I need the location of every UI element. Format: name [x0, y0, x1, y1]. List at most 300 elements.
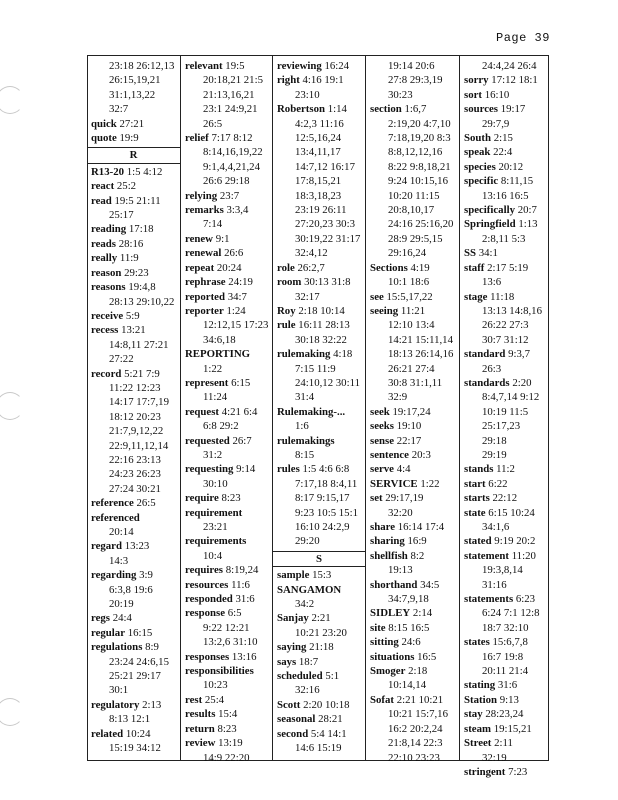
page-line-references: 2:11 [494, 737, 513, 750]
page-line-references: 2:19,20 4:7,10 [388, 117, 451, 130]
page-line-references: 21:7,9,12,22 [109, 425, 164, 438]
index-entry [91, 539, 177, 553]
page-line-references: 7:17,18 8:4,11 [295, 477, 358, 490]
section-letter-header: S [273, 551, 365, 567]
index-continuation-line [185, 145, 269, 159]
index-continuation-line [464, 304, 546, 318]
index-continuation-line [277, 376, 362, 390]
page-line-references: 19:4,8 [128, 281, 156, 294]
page-line-references: 17:8,15,21 [295, 175, 342, 188]
index-continuation-line [185, 419, 269, 433]
index-continuation-line [370, 333, 456, 347]
index-continuation-line [370, 174, 456, 188]
page-line-references: 31:6 [235, 593, 255, 606]
page-line-references: 2:21 [311, 612, 331, 625]
index-term: requirement [185, 506, 243, 519]
page-line-references: 9:1 [215, 232, 230, 245]
index-term: South [464, 132, 492, 145]
index-continuation-line [91, 59, 177, 73]
index-term: react [91, 180, 115, 193]
index-term: seasonal [277, 713, 316, 726]
index-term: repeat [185, 261, 215, 274]
page-line-references: 9:24 10:15,16 [388, 175, 448, 188]
index-continuation-line [370, 376, 456, 390]
page-line-references: 14:3 [109, 554, 129, 567]
index-entry [370, 650, 456, 664]
index-entry [91, 222, 177, 236]
index-term: Sanjay [277, 612, 309, 625]
page-line-references: 8:15 [295, 448, 315, 461]
page-line-references: 17:18 [128, 223, 154, 236]
index-term: reading [91, 223, 127, 236]
page-line-references: 25:17,23 29:18 [482, 420, 521, 447]
page-line-references: 20:14 [109, 526, 134, 538]
index-entry [277, 698, 362, 712]
index-column-4 [366, 55, 460, 764]
index-term: Rulemaking-... [277, 405, 346, 418]
index-term: reporter [185, 304, 224, 317]
page-line-references: 2:18 10:14 [298, 304, 345, 317]
page-line-references: 23:7 [219, 189, 240, 202]
page-line-references: 6:15 [231, 376, 251, 389]
page-line-references: 14:6 15:19 [295, 742, 342, 755]
index-continuation-line [277, 741, 362, 755]
index-continuation-line [277, 290, 362, 304]
page-line-references: 23:10 [295, 88, 320, 101]
index-term: really [91, 252, 118, 265]
index-entry [370, 477, 456, 491]
page-line-references: 23:21 [203, 521, 228, 533]
index-continuation-line [277, 534, 362, 548]
index-continuation-line [91, 683, 177, 697]
index-entry [185, 722, 269, 736]
index-term: rephrase [185, 276, 226, 289]
index-term: results [185, 708, 216, 721]
index-continuation-line [464, 563, 546, 577]
index-term: states [464, 636, 490, 649]
index-continuation-line [464, 621, 546, 635]
index-entry [277, 640, 362, 654]
page-line-references: 21:8,14 22:3 [388, 737, 443, 750]
index-entry [91, 179, 177, 193]
index-entry [91, 367, 177, 381]
index-term: section [370, 103, 402, 116]
page-line-references: 26:22 27:3 [482, 319, 529, 332]
page-line-references: 6:23 [515, 593, 536, 606]
index-term: standards [464, 376, 510, 389]
page-line-references: 31:6 [497, 679, 518, 692]
index-term: sources [464, 103, 498, 116]
index-term: Robertson [277, 103, 325, 116]
index-entry [464, 534, 546, 548]
index-term: responsibilities [185, 665, 254, 678]
page-line-references: 32:7 [109, 103, 129, 116]
page-line-references: 27:24 30:21 [109, 482, 161, 495]
page-line-references: 18:13 26:14,16 [388, 348, 454, 361]
page-line-references: 26:3 [482, 362, 502, 375]
index-entry [464, 174, 546, 188]
index-entry [370, 448, 456, 462]
page-line-references: 34:5 [420, 578, 440, 591]
index-term: SANGAMON [277, 583, 342, 596]
index-entry [185, 650, 269, 664]
index-continuation-line [91, 338, 177, 352]
page-line-references: 16:9 [407, 535, 427, 548]
index-entry [277, 462, 362, 476]
page-line-references: 23:19 26:11 [295, 204, 347, 217]
index-continuation-line [370, 722, 456, 736]
page-line-references: 28:13 29:10,22 [109, 295, 175, 308]
index-term: statements [464, 593, 514, 606]
index-entry [277, 611, 362, 625]
page-line-references: 20:7 [517, 204, 537, 217]
page-line-references: 24:19 [228, 276, 253, 289]
index-continuation-line [277, 506, 362, 520]
page-line-references: 16:2 20:2,24 [388, 722, 443, 735]
index-term: Scott [277, 698, 301, 711]
index-entry [185, 131, 269, 145]
index-entry [277, 669, 362, 683]
index-term: set [370, 492, 383, 505]
index-continuation-line [91, 525, 177, 539]
page-line-references: 30:13 31:8 [304, 276, 351, 289]
page-line-references: 29:19 [482, 448, 507, 461]
index-term: stage [464, 290, 488, 303]
index-entry [91, 640, 177, 654]
index-term: Street [464, 737, 492, 750]
index-term: seeks [370, 420, 394, 433]
page-line-references: 28:23,24 [485, 708, 524, 721]
page-line-references: 30:23 [388, 88, 413, 101]
index-entry [370, 304, 456, 318]
index-term: sorry [464, 74, 489, 87]
page-line-references: 21:18 [309, 641, 334, 654]
page-line-references: 26:5 [136, 497, 156, 510]
index-entry [91, 266, 177, 280]
page-line-references: 5:1 [325, 670, 340, 683]
page-line-references: 15:4 [218, 708, 238, 721]
page-line-references: 13:21 [121, 324, 146, 337]
page-line-references: 12:5,16,24 [295, 132, 342, 145]
index-entry [277, 304, 362, 318]
index-entry [185, 189, 269, 203]
index-continuation-line [185, 217, 269, 231]
index-term: shorthand [370, 578, 418, 591]
index-continuation-line [277, 477, 362, 491]
index-entry [185, 347, 269, 361]
page-line-references: 10:1 18:6 [388, 276, 430, 289]
page-line-references: 20:8,10,17 [388, 204, 435, 217]
page-line-references: 34:7 [227, 290, 247, 303]
index-term: regarding [91, 569, 137, 582]
page-line-references: 2:20 10:18 [303, 698, 350, 711]
index-continuation-line [185, 318, 269, 332]
index-entry [464, 347, 546, 361]
page-line-references: 20:18,21 21:5 [203, 74, 263, 87]
index-continuation-line [370, 592, 456, 606]
index-term: stating [464, 679, 496, 692]
index-term: rest [185, 693, 203, 706]
index-entry [370, 491, 456, 505]
page-line-references: 15:5,17,22 [386, 290, 433, 303]
index-continuation-line [370, 117, 456, 131]
page-line-references: 6:3,8 19:6 [109, 583, 153, 596]
page-line-references: 11:18 [490, 290, 515, 303]
page-line-references: 18:3,18,23 [295, 189, 342, 202]
index-column-1 [87, 55, 181, 761]
page-line-references: 15:19 34:12 [109, 742, 161, 755]
page-line-references: 30:10 [203, 477, 228, 490]
page-line-references: 2:13 [142, 698, 162, 711]
page-line-references: 18:12 20:23 [109, 410, 161, 423]
index-entry [185, 290, 269, 304]
index-continuation-line [277, 160, 362, 174]
page-line-references: 16:7 19:8 [482, 650, 524, 663]
index-term: species [464, 160, 496, 173]
index-entry [370, 534, 456, 548]
index-term: Sections [370, 261, 408, 274]
index-term: sentence [370, 448, 409, 461]
index-continuation-line [185, 477, 269, 491]
index-entry [185, 578, 269, 592]
page-line-references: 10:21 23:20 [295, 626, 347, 639]
index-continuation-line [277, 131, 362, 145]
index-entry [185, 693, 269, 707]
index-entry [91, 280, 177, 294]
page-line-references: 8:13 12:1 [109, 713, 151, 726]
page-line-references: 9:19 20:2 [494, 535, 536, 548]
index-continuation-line [464, 448, 546, 462]
page-line-references: 4:4 [396, 463, 411, 476]
page-line-references: 34:1,6 [482, 521, 510, 533]
page-line-references: 1:14 [327, 103, 347, 116]
index-entry [370, 549, 456, 563]
page-line-references: 12:12,15 17:23 [203, 319, 269, 332]
page-line-references: 29:16,24 [388, 247, 427, 260]
index-continuation-line [464, 59, 546, 73]
page-line-references: 18:7 32:10 [482, 621, 529, 634]
page-line-references: 27:21 [119, 117, 145, 130]
index-continuation-line [185, 117, 269, 131]
index-term: steam [464, 722, 491, 735]
index-entry [185, 405, 269, 419]
index-term: staff [464, 261, 485, 274]
index-entry [464, 549, 546, 563]
page-line-references: 34:1 [478, 247, 498, 260]
index-continuation-line [370, 563, 456, 577]
page-line-references: 30:19,22 31:17 [295, 232, 361, 245]
index-continuation-line [277, 174, 362, 188]
index-entry [464, 736, 546, 750]
index-continuation-line [277, 117, 362, 131]
index-entry [464, 131, 546, 145]
page-line-references: 11:2 [496, 463, 515, 476]
index-term: shellfish [370, 549, 408, 562]
page-line-references: 29:7,9 [482, 117, 510, 130]
index-term: renew [185, 232, 213, 245]
index-continuation-line [370, 189, 456, 203]
index-continuation-line [370, 246, 456, 260]
index-entry [370, 462, 456, 476]
index-term: referenced [91, 511, 140, 524]
page-line-references: 2:20 [512, 376, 532, 389]
index-term: relying [185, 189, 218, 202]
page-line-references: 10:19 11:5 [482, 405, 529, 418]
index-continuation-line [464, 362, 546, 376]
index-entry [277, 405, 362, 419]
index-entry [277, 655, 362, 669]
page-line-references: 13:16 [231, 650, 257, 663]
index-term: specific [464, 175, 499, 188]
index-term: seek [370, 405, 390, 418]
index-continuation-line [464, 578, 546, 592]
index-term: reason [91, 266, 122, 279]
page-line-references: 20:19 [109, 598, 134, 611]
page-line-references: 29:20 [295, 535, 320, 548]
page-line-references: 6:5 [227, 607, 242, 620]
index-entry [464, 73, 546, 87]
page-line-references: 32:16 [295, 684, 320, 697]
index-continuation-line [91, 554, 177, 568]
index-term: SS [464, 247, 477, 260]
page-line-references: 13:16 16:5 [482, 189, 529, 202]
page-line-references: 16:5 [417, 650, 437, 663]
page-line-references: 30:18 32:22 [295, 333, 347, 346]
index-term: related [91, 727, 124, 740]
index-term: requirements [185, 535, 247, 548]
index-term: stringent [464, 765, 506, 778]
page-line-references: 9:13 [499, 693, 519, 706]
index-continuation-line [370, 145, 456, 159]
index-entry [464, 678, 546, 692]
index-entry [464, 477, 546, 491]
index-term: sample [277, 569, 310, 582]
index-entry [185, 376, 269, 390]
index-term: right [277, 74, 300, 87]
index-continuation-line [464, 390, 546, 404]
index-term: resources [185, 578, 229, 591]
page-line-references: 24:4 [112, 612, 132, 625]
index-term: R13-20 [91, 165, 124, 178]
page-line-references: 34:6,18 [203, 333, 236, 346]
page-line-references: 9:22 12:21 [203, 621, 250, 634]
index-term: reads [91, 237, 116, 250]
index-term: Sofat [370, 693, 394, 706]
page-line-references: 14:8,11 27:21 [109, 338, 169, 351]
index-entry [464, 246, 546, 260]
page-line-references: 19:10 [396, 420, 422, 433]
page-line-references: 11:24 [203, 391, 228, 404]
page-line-references: 21:13,16,21 [203, 88, 255, 101]
page-line-references: 29:17,19 [385, 492, 424, 505]
index-term: Smoger [370, 665, 406, 678]
page-line-references: 8:14,16,19,22 [203, 146, 263, 159]
index-continuation-line [277, 189, 362, 203]
index-entry [464, 722, 546, 736]
page-line-references: 34:2 [295, 598, 315, 611]
page-line-references: 8:23 [217, 722, 237, 735]
page-line-references: 5:4 14:1 [310, 727, 347, 740]
page-line-references: 19:17,24 [392, 405, 431, 418]
page-line-references: 8:19,24 [225, 564, 259, 577]
index-term: remarks [185, 204, 224, 217]
page-line-references: 32:20 [388, 506, 413, 519]
index-entry [185, 203, 269, 217]
index-continuation-line [277, 203, 362, 217]
page-line-references: 2:18 [408, 665, 428, 678]
index-continuation-line [91, 741, 177, 755]
index-term: reference [91, 497, 134, 510]
page-line-references: 19:13 [388, 564, 413, 577]
page-line-references: 32:4,12 [295, 247, 328, 260]
index-entry [185, 736, 269, 750]
index-entry [185, 534, 269, 548]
index-continuation-line [464, 405, 546, 419]
page-line-references: 6:15 10:24 [488, 506, 535, 519]
index-continuation-line [185, 751, 269, 765]
index-continuation-line [370, 232, 456, 246]
index-continuation-line [277, 362, 362, 376]
page-line-references: 24:4,24 26:4 [482, 60, 537, 72]
page-line-references: 13:2,6 31:10 [203, 636, 258, 649]
index-term: regard [91, 540, 122, 553]
page-line-references: 26:6 [224, 247, 244, 260]
index-continuation-line [370, 751, 456, 765]
page-line-references: 10:20 11:15 [388, 189, 440, 202]
page-line-references: 20:3 [411, 448, 431, 461]
page-line-references: 31:16 [482, 578, 507, 591]
index-continuation-line [277, 217, 362, 231]
index-entry [277, 568, 362, 582]
page-line-references: 30:8 31:1,11 [388, 376, 443, 389]
page-line-references: 15:6,7,8 [492, 636, 528, 649]
page-line-references: 10:14,14 [388, 679, 427, 692]
index-entry [91, 511, 177, 525]
index-continuation-line [277, 520, 362, 534]
index-term: sense [370, 434, 394, 447]
page-line-references: 23:18 26:12,13 [109, 60, 175, 72]
index-term: require [185, 492, 219, 505]
index-continuation-line [91, 655, 177, 669]
page-line-references: 13:4,11,17 [295, 146, 341, 159]
index-term: recess [91, 324, 119, 337]
index-term: return [185, 722, 215, 735]
index-entry [91, 727, 177, 741]
page-line-references: 2:14 [412, 607, 433, 620]
index-column-2 [181, 55, 273, 764]
index-continuation-line [464, 232, 546, 246]
page-line-references: 4:18 [333, 348, 353, 361]
index-continuation-line [277, 419, 362, 433]
index-term: starts [464, 492, 490, 505]
index-entry [277, 434, 362, 448]
index-term: responded [185, 593, 233, 606]
page-line-references: 1:5 4:6 6:8 [302, 463, 350, 476]
index-continuation-line [370, 736, 456, 750]
index-continuation-line [91, 467, 177, 481]
index-term: seeing [370, 304, 399, 317]
index-continuation-line [277, 246, 362, 260]
page-line-references: 26:15,19,21 [109, 74, 161, 87]
index-continuation-line [185, 102, 269, 116]
page-line-references: 9:1,4,4,21,24 [203, 160, 260, 173]
page-line-references: 7:18,19,20 8:3 [388, 132, 451, 145]
index-continuation-line [464, 650, 546, 664]
page-line-references: 13:23 [124, 540, 150, 553]
index-entry [277, 727, 362, 741]
page-line-references: 10:21 15:7,16 [388, 708, 448, 721]
index-column-5 [460, 55, 549, 778]
